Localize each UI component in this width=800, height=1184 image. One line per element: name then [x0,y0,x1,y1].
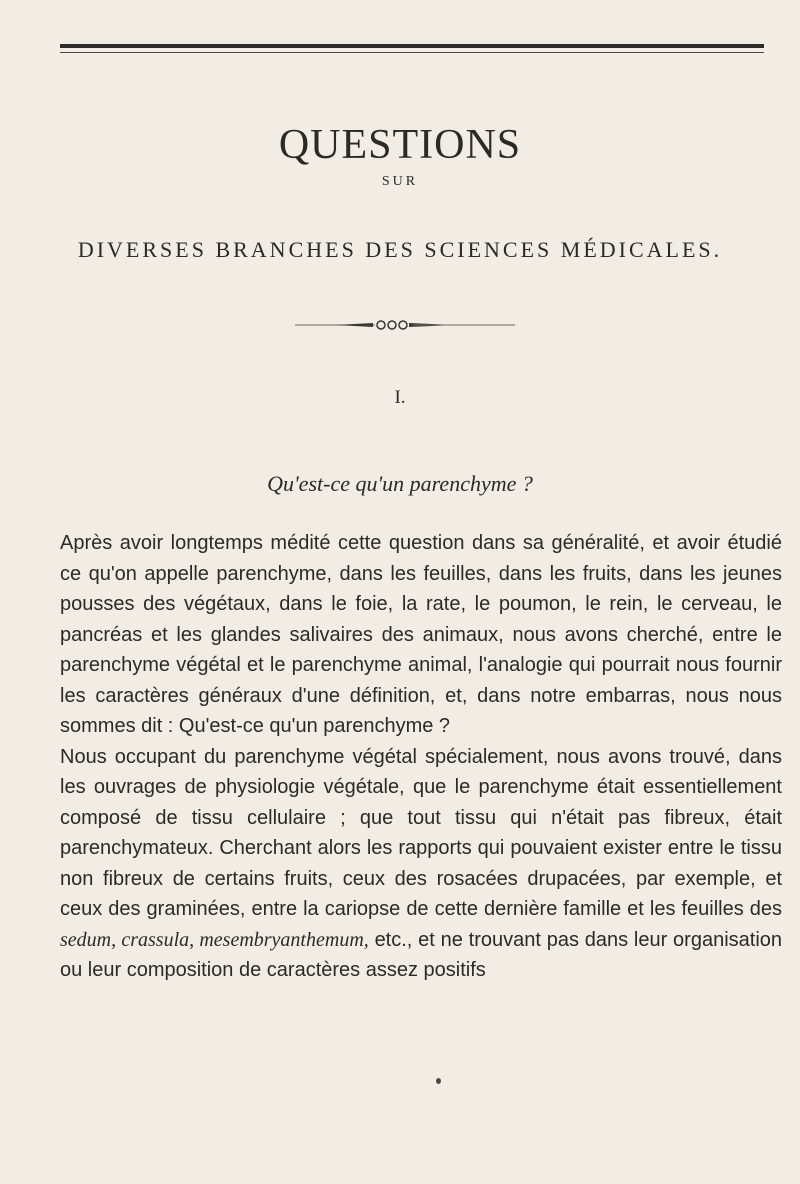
page-mark [436,1078,441,1084]
page-subtitle: DIVERSES BRANCHES DES SCIENCES MÉDICALES. [77,237,723,262]
title-connector: SUR [381,174,419,189]
top-thick-rule [60,44,764,48]
section-number: I. [394,387,406,408]
ornament-divider-icon [295,318,515,332]
paragraph-2 [60,742,782,986]
body-text [60,528,782,986]
paragraph-1: Après avoir longtemps médité cette question dans sa généralité, et avoir étudié ce qu'on appelle parenchyme, dans les feuilles, dans les fruits, dans les jeunes pousses des végétaux, dans le foie, la rate, le poumon, le rein, le cerveau, le pancréas et les glandes salivaires des animaux, nous avons cherché, entre le parenchyme végétal et le parenchyme animal, l'analogie qui pourrait nous fournir les caractères généraux d'une définition, et, dans notre embarras, nous nous sommes dit : Qu'est-ce qu'un parenchyme ? [60,532,782,737]
top-double-rule [60,44,764,58]
section-question: Qu'est-ce qu'un parenchyme ? [267,471,533,496]
top-thin-rule [60,52,764,53]
paragraph-2-end: etc., et ne trouvant pas dans leur organisation ou leur composition de caractères assez positifs [60,928,783,981]
paragraph-2-italic-genera: sedum, crassula, mesembryanthemum, [60,928,369,951]
paragraph-2-start: Nous occupant du parenchyme végétal spécialement, nous avons trouvé, dans les ouvrages de physiologie végétale, que le parenchyme était essentiellement composé de tissu cellulaire ; que tout tissu qui n'était pas fibreux, était parenchymateux. Cherchant alors les rapports qui pouvaient exister entre le tissu non fibreux de certains fruits, ceux des rosacées drupacées, par exemple, et ceux des graminées, entre la cariopse de cette dernière famille et les feuilles des [60,745,782,920]
page-title: QUESTIONS [278,122,522,169]
